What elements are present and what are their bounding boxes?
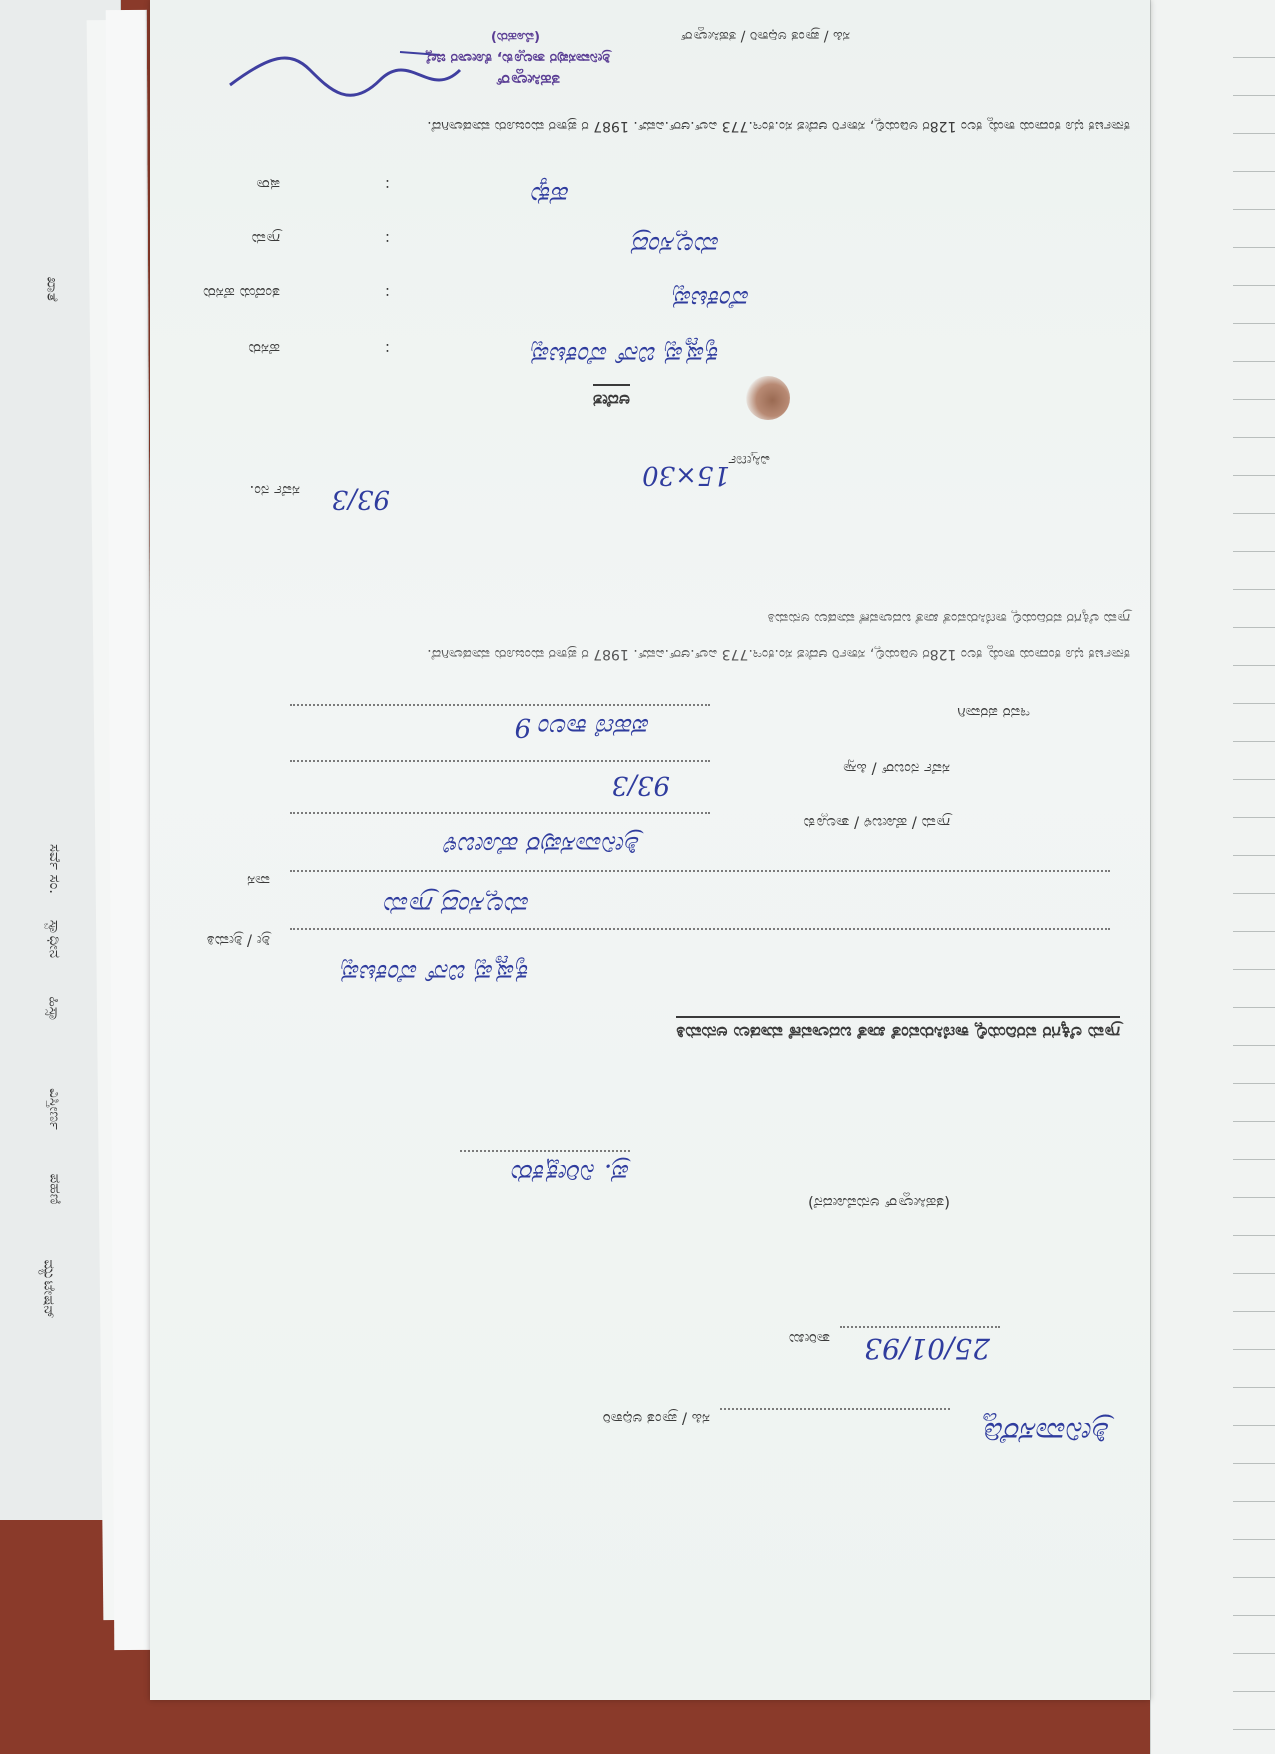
row-value-residence: ಮಲ್ಲಸಂದ್ರ ಗ್ರಾಮ (384, 890, 530, 920)
mutation-order-form (150, 0, 1150, 1700)
paragraph-line: ಕರ್ನಾಟಕ ಭೂ ಕಂದಾಯ ಕಾಯ್ದೆ ಕಲಂ 128ರ ಅಡಿಯಲ್ಲಿ, ಸರ್ಕಾರಿ ಆದೇಶ ಸಂ.ಕಂಇ.773 ಎಲ್.ಆರ್.ಎಮ್. 1987 ರ ಪ್ರಕಾರ ಮಂಜೂರು ಮಾಡಲಾಗಿದೆ. (427, 646, 1130, 662)
row-label-name: ಶ್ರೀ / ಶ್ರೀಮತಿ (206, 932, 270, 950)
detail-value: ಮಲ್ಲಸಂದ್ರ (632, 230, 720, 260)
signatory-name-handwritten: ಶ್ರೀನಿವಾಸರೆಡ್ಡಿ (981, 1415, 1110, 1450)
detail-label: ಹೆಸರು (248, 340, 280, 358)
left-sheet-fragment: ಪಹಣಿ (46, 1173, 65, 1205)
stamp-seal: (ಮೊಹರು) (490, 29, 540, 44)
subject-heading: ಗ್ರಾಮ ಲೆಕ್ಕಿಗರ ವರದಿಯಲ್ಲಿ ಕಾಣಿಸಿರುವಂತೆ ಖಾತೆ ಬದಲಾವಣೆ ಮಾಡಲು ಅನುಮತಿ (676, 1016, 1120, 1042)
left-sheet-fragment: ಮ್ಯುಟೇಷನ್ (40, 1259, 59, 1319)
detail-label: ಷರಾ (256, 176, 280, 194)
left-sheet-fragment: ವಿಸ್ತೀರ್ಣ (45, 1088, 64, 1130)
row-dotted-line (290, 704, 710, 706)
detail-value: ಕೃಷ್ಣಪ್ಪ ಬಿನ್ ವೆಂಕಟಪ್ಪ (531, 340, 720, 370)
row-value-behalf: ಪಹಣಿ ಕಾಲಂ 9 (514, 712, 650, 742)
footer-line: ಸಹಿ / ಪ್ರಾಂತ ಅಧಿಕಾರಿ / ತಹಸೀಲ್ದಾರ್ (680, 28, 850, 44)
signatory-dotted-line (720, 1408, 950, 1410)
detail-colon: : (384, 176, 390, 194)
survey-no-label: ಸರ್ವೆ ನಂ. (249, 482, 300, 500)
left-sheet-fragment: ಸ್ವಾಧೀನ (46, 919, 65, 959)
form-content-upside-down (150, 0, 1150, 1700)
row-label-behalf: ಇವರ ಪರವಾಗಿ (957, 704, 1030, 722)
row-value-village: ಶ್ರೀನಿವಾಸಪುರ ಹೋಬಳಿ (444, 830, 640, 860)
survey-no-handwritten: 93/3 (331, 484, 390, 514)
row-dotted-line (290, 760, 710, 762)
row-label-survey: ಸರ್ವೆ ನಂಬರ್ / ಹಿಸ್ಸಾ (841, 760, 950, 778)
row-dotted-line (290, 812, 710, 814)
detail-value: ವೆಂಕಟಪ್ಪ (673, 284, 750, 314)
left-sheet-fragment: ಹಿಸ್ಸಾ (45, 996, 64, 1022)
detail-colon: : (384, 230, 390, 248)
stamp-title: ತಹಸೀಲ್ದಾರ್ (496, 71, 560, 90)
row-value-name: ಕೃಷ್ಣಪ್ಪ ಬಿನ್ ವೆಂಕಟಪ್ಪ (341, 958, 530, 988)
area-handwritten: 15×30 (642, 460, 730, 490)
row-dotted-line (290, 870, 1110, 872)
date-label: ತಾರೀಖು (788, 1330, 830, 1348)
stacked-sheet-edge (106, 10, 156, 1650)
inspector-signature-handwritten: ಪ್ರ. ನಿರೀಕ್ಷಕರು (512, 1158, 630, 1188)
detail-label: ತಂದೆಯ ಹೆಸರು (203, 284, 280, 302)
ledger-ruled-lines (1233, 20, 1275, 1740)
detail-colon: : (384, 284, 390, 302)
paper-stain (746, 376, 790, 420)
detail-label: ಗ್ರಾಮ (251, 230, 280, 248)
inspector-dotted-line (460, 1150, 630, 1152)
legal-reference: ಕರ್ನಾಟಕ ಭೂ ಕಂದಾಯ ಕಾಯ್ದೆ ಕಲಂ 128ರ ಅಡಿಯಲ್ಲಿ, ಸರ್ಕಾರಿ ಆದೇಶ ಸಂ.ಕಂಇ.773 ಎಲ್.ಆರ್.ಎಮ್. 1987 ರ ಪ್ರಕಾರ ಮಂಜೂರು ಮಾಡಲಾಗಿದೆ. (427, 118, 1130, 134)
detail-colon: : (384, 340, 390, 358)
date-handwritten: 25/01/93 (864, 1332, 990, 1365)
signatory-label: ಸಹಿ / ಪ್ರಾಂತ ಅಧಿಕಾರಿ (602, 1410, 710, 1428)
row-label-residence: ವಾಸ (247, 872, 270, 890)
detail-value: ಹಕ್ಕು (529, 180, 570, 210)
left-sheet-fragment: ಖಾತೆ (43, 276, 62, 302)
order-heading: ಆದೇಶ (593, 384, 630, 410)
row-label-village: ಗ್ರಾಮ / ಹೋಬಳಿ / ತಾಲ್ಲೂಕು (803, 814, 950, 832)
approval-note: (ತಹಸೀಲ್ದಾರ್ ಅನುಮೋದನೆ) (807, 1194, 950, 1212)
left-sheet-fragment: ಸರ್ವೆ ಸಂ. (46, 843, 65, 895)
paragraph-line: ಗ್ರಾಮ ಲೆಕ್ಕಿಗರ ವರದಿಯಲ್ಲಿ ಕಾಣಿಸಿರುವಂತೆ ಖಾತೆ ಬದಲಾವಣೆ ಮಾಡಲು ಅನುಮತಿ (767, 610, 1130, 626)
underlying-ledger-sheet-right (1150, 0, 1275, 1754)
date-dotted-line (840, 1326, 1000, 1328)
row-value-survey: 93/3 (611, 770, 670, 800)
area-label: ವಿಸ್ತೀರ್ಣ (728, 452, 770, 470)
stamp-office: ಶ್ರೀನಿವಾಸಪುರ ತಾಲ್ಲೂಕು, ಕೋಲಾರ ಜಿಲ್ಲೆ (425, 50, 610, 66)
row-dotted-line (290, 928, 1110, 930)
